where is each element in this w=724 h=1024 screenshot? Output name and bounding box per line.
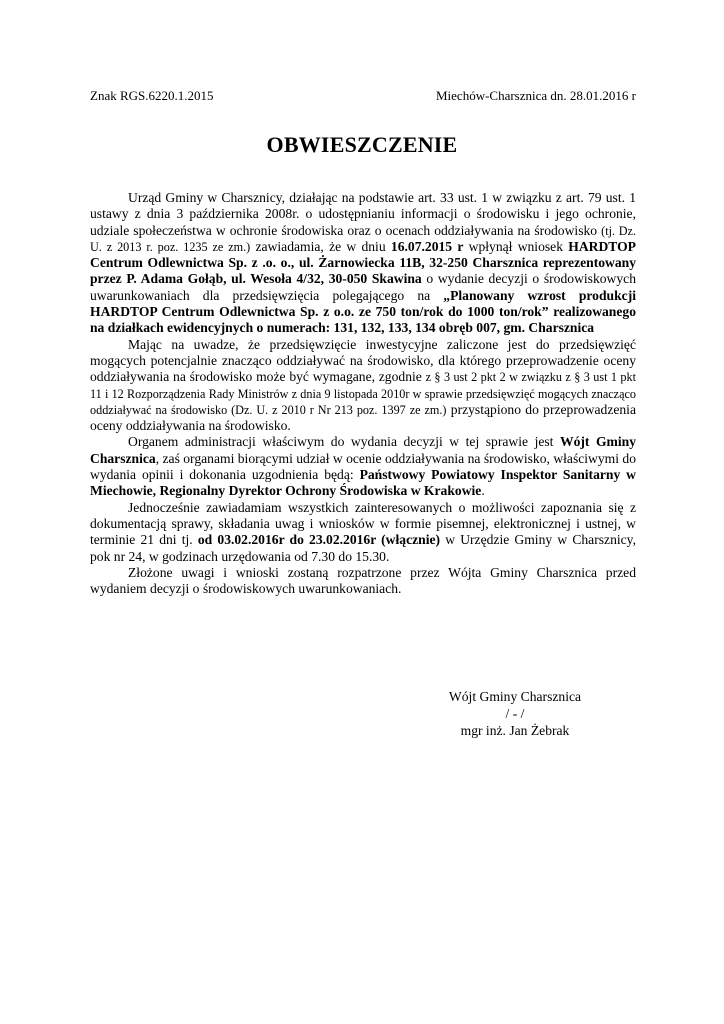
p1-text-1: Urząd Gminy w Charsznicy, działając na podstawie art. 33 ust. 1 w związku z art. 79 ust. 1 ustawy z dnia 3 października 2008r. o udostępnianiu informacji o środowisku i jego ochronie, udziale społeczeństwa w ochronie środowiska oraz o ocenach oddziaływania na środowisko [90,190,636,238]
signatory-name: mgr inż. Jan Żebrak [460,723,570,738]
p4-text-1: Jednocześnie zawiadamiam wszystkich zainteresowanych o możliwości zapoznania się z dokumentacją sprawy, składania uwag i wniosków w formie pisemnej, elektronicznej i ustnej, w terminie 21 dni tj. [90,499,636,548]
paragraph-1 [90,190,636,337]
signature-block [440,688,590,739]
p4-text-2: w Urzędzie Gminy w Charsznicy, pok nr 24, w godzinach urzędowania od 7.30 do 15.30. [90,532,636,564]
applicant: HARDTOP Centrum Odlewnictwa Sp. z .o. o., ul. Żarnowiecka 11B, 32-250 Charsznica reprezentowany przez P. Adama Gołąb, ul. Wesoła 4/32, 30-050 Skawina [90,238,636,287]
paragraph-5: Złożone uwagi i wnioski zostaną rozpatrzone przez Wójta Gminy Charsznica przed wydaniem decyzji o środowiskowych uwarunkowaniach. [90,564,636,597]
reference-number: Znak RGS.6220.1.2015 [90,88,214,103]
p3-text-1: Organem administracji właściwym do wydania decyzji w tej sprawie jest [128,434,554,450]
participating-bodies: Państwowy Powiatowy Inspektor Sanitarny w Miechowie, Regionalny Dyrektor Ochrony Środowiska w Krakowie [90,467,636,499]
project-name: „Planowany wzrost produkcji HARDTOP Centrum Odlewnictwa Sp. z o.o. ze 750 ton/rok do 1000 ton/rok” realizowanego na działkach ewidencyjnych o numerach: 131, 132, 133, 134 obręb 007, gm. Charsznica [90,287,636,336]
p3-text-2: , zaś organami biorącymi udział w ocenie oddziaływania na środowisko, właściwymi do wydania opinii i dokonania uzgodnienia będą: [90,450,637,483]
p2-text-1: Mając na uwadze, że przedsięwzięcie inwestycyjne zaliczone jest do przedsięwzięć mogących potencjalnie znacząco oddziaływać na środowisko, dla którego przeprowadzenie oceny oddziaływania na środowisko może być wymagane, zgodnie [90,336,636,385]
document-header [90,88,636,104]
page-title: OBWIESZCZENIE [266,132,458,157]
p1-legal-reference: (tj. Dz. U. z 2013 r. poz. 1235 ze zm.) [90,223,636,254]
p2-text-3: przystąpiono do przeprowadzenia oceny oddziaływania na środowisko. [90,401,636,434]
p3-text-3: . [481,483,485,499]
document-body [90,190,636,597]
paragraph-2 [90,337,636,435]
p1-text-5: o wydanie decyzji o środowiskowych uwarunkowaniach dla przedsięwzięcia polegającego na [90,271,636,303]
signatory-office: Wójt Gminy Charsznica [448,689,582,704]
paragraph-3 [90,434,636,499]
p1-text-4: wpłynął wniosek [468,238,563,254]
p1-text-3: zawiadamia, że w dniu [255,238,386,254]
application-date: 16.07.2015 r [390,238,464,254]
comment-period: od 03.02.2016r do 23.02.2016r (włącznie) [197,532,441,548]
place-and-date: Miechów-Charsznica dn. 28.01.2016 r [435,88,636,103]
signature-mark: / - / [505,706,525,721]
issuing-authority: Wójt Gminy Charsznica [90,434,636,466]
p2-legal-reference: z § 3 ust 2 pkt 2 w związku z § 3 ust 1 pkt 11 i 12 Rozporządzenia Rady Ministrów z dnia 9 listopada 2010r w sprawie przedsięwzięć mogących znacząco oddziaływać na środowisko (Dz. U. z 2010 r Nr 213 poz. 1397 ze zm.) [90,370,636,417]
paragraph-4 [90,500,636,565]
